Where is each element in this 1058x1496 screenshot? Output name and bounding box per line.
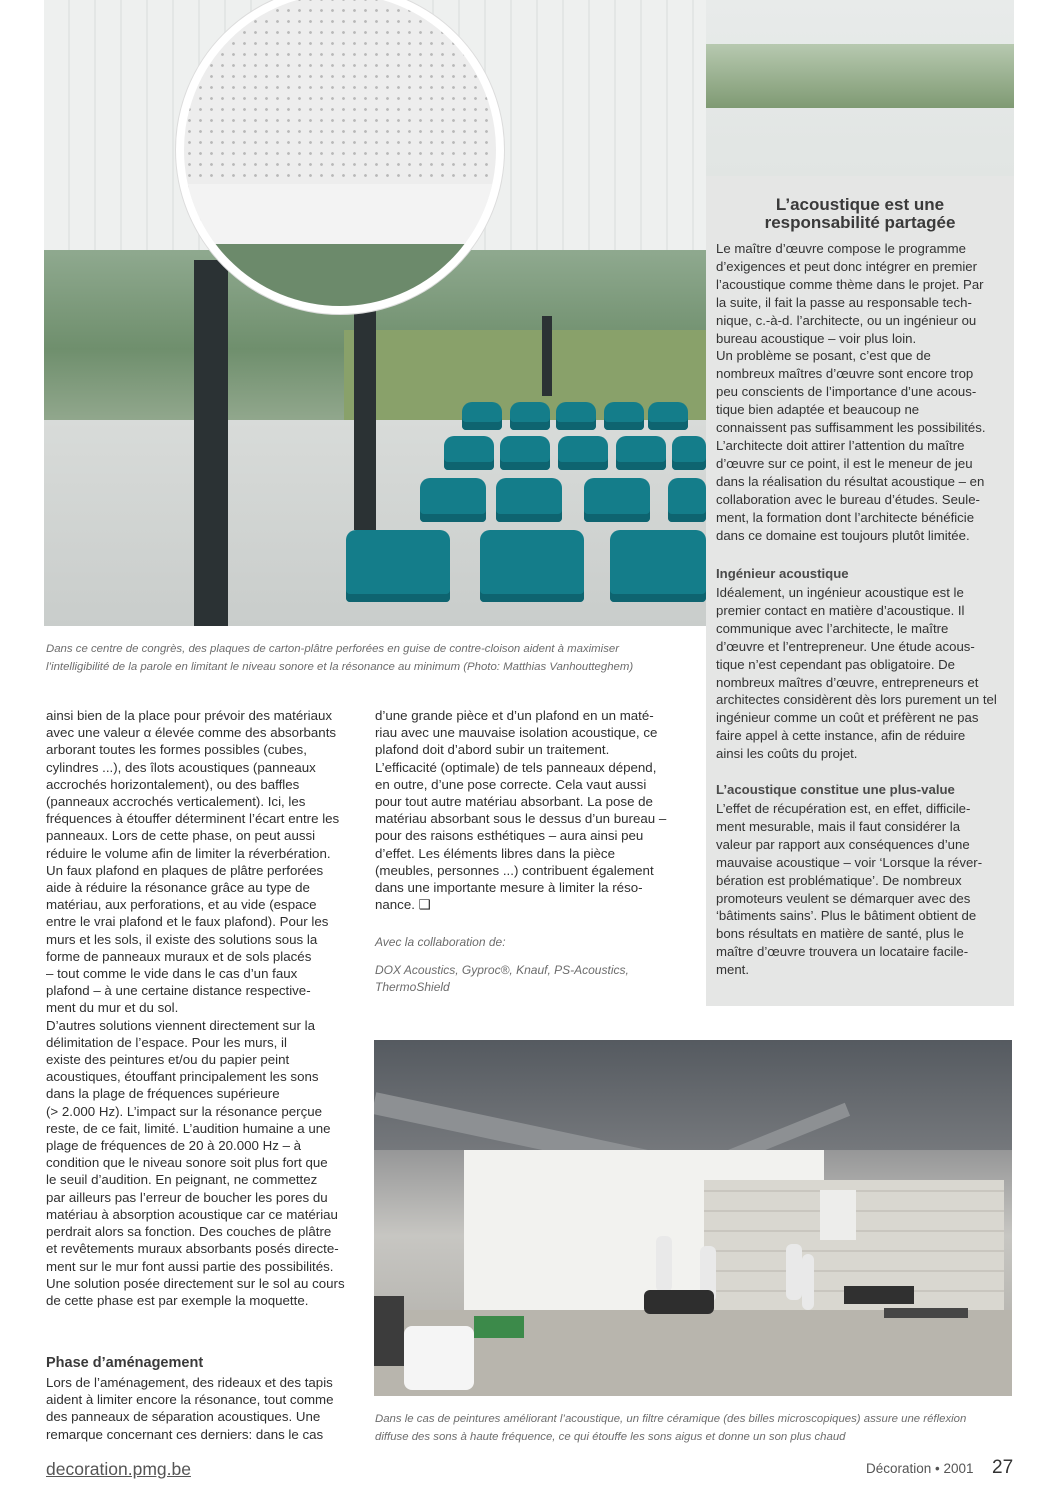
text-line: réduire le volume afin de limiter la réverbération.	[46, 845, 331, 861]
text-line: tique bien adaptée et beaucoup ne	[716, 402, 920, 418]
chair	[610, 530, 706, 602]
text-line: et revêtements muraux absorbants posés directe-	[46, 1241, 339, 1257]
text-line: riau avec une mauvaise isolation acoustique, ce	[375, 725, 658, 741]
text-line: en outre, d’une pose correcte. Cela vaut aussi	[375, 776, 647, 792]
chair	[672, 436, 706, 470]
text-line: matériau à absorption acoustique car ce matériau	[46, 1206, 338, 1222]
chair	[558, 436, 608, 470]
text-line: bons résultats en matière de santé, plus le	[716, 926, 964, 942]
text-line: nombreux maîtres d’œuvre sont encore trop	[716, 366, 974, 382]
text-line: plage de fréquences de 20 à 20.000 Hz – à	[46, 1138, 302, 1154]
worker	[786, 1244, 802, 1300]
worker	[656, 1236, 672, 1292]
text-line: ment du mur et du sol.	[46, 1000, 179, 1016]
text-line: L’efficacité (optimale) de tels panneaux dépend,	[375, 759, 657, 775]
text-line: nombreux maîtres d’œuvre, entrepreneurs et	[716, 674, 979, 690]
text-line: connaissent pas suffisamment les possibilités.	[716, 420, 986, 436]
text-line: de cette phase est par exemple la moquette.	[46, 1292, 309, 1308]
text-line: tique n’est cependant pas obligatoire. De	[716, 656, 956, 672]
text-line: matériau absorbant sous le dessus d’un bureau –	[375, 811, 667, 827]
skylight-view	[706, 44, 1014, 108]
text-line: existe des peintures et/ou du papier peint	[46, 1052, 290, 1068]
text-line: aide à réduire la résonance grâce au type de	[46, 880, 310, 896]
text-line: L’architecte doit attirer l’attention du maître	[716, 437, 965, 453]
text-line: reste, de ce fait, limité. L’audition humaine a une	[46, 1120, 331, 1136]
text-line: remarque concernant ces derniers: dans le cas	[46, 1426, 324, 1442]
mat	[884, 1308, 968, 1318]
text-line: ainsi les coûts du projet.	[716, 746, 858, 762]
text-line: premier contact en matière d’acoustique. Il	[716, 602, 965, 618]
text-line: dans une importante mesure à limiter la réso-	[375, 880, 643, 896]
text-line: avec une valeur α élevée comme des absorbants	[46, 725, 337, 741]
text-line: acoustiques, étouffant principalement les sons	[46, 1069, 319, 1085]
paint-bucket	[404, 1326, 474, 1390]
text-line: pour tout autre matériau absorbant. La pose de	[375, 794, 653, 810]
text-line: fréquences à étouffer déterminent l’écart entre les	[46, 811, 340, 827]
text-line: arborant toutes les formes possibles (cubes,	[46, 742, 307, 758]
credits-line: DOX Acoustics, Gyproc®, Knauf, PS-Acoustics,	[375, 963, 629, 977]
caption-line: Dans le cas de peintures améliorant l’acoustique, un filtre céramique (des billes microscopiques) assure une réflexion	[375, 1413, 967, 1425]
chair	[444, 436, 494, 470]
chair	[462, 402, 502, 430]
sidebar-paragraph-2	[716, 584, 1008, 763]
text-line: d’effet. Les éléments libres dans la pièce	[375, 845, 615, 861]
text-line: Idéalement, un ingénieur acoustique est le	[716, 585, 964, 600]
text-line: (panneaux accrochés verticalement). Ici, les	[46, 794, 306, 810]
ceiling-detail-magnifier	[176, 0, 504, 314]
sidebar-title-line: L’acoustique est une	[775, 195, 945, 214]
text-line: ‘bâtiments sains’. Plus le bâtiment obtient de	[716, 908, 977, 924]
text-line: d’œuvre sur ce point, il est le meneur de jeu	[716, 455, 973, 471]
credits-label: Avec la collaboration de:	[375, 935, 506, 949]
text-line: mauvaise acoustique – voir ‘Lorsque la réver-	[716, 854, 983, 870]
text-line: murs et les sols, il existe des solutions sous la	[46, 931, 318, 947]
photo-skylight	[706, 0, 1014, 176]
photo-caption-top	[46, 640, 706, 676]
text-line: bération est problématique’. De nombreux	[716, 872, 962, 888]
text-line: cylindres ...), des îlots acoustiques (panneaux	[46, 759, 316, 775]
text-line: peu conscients de l’importance d’une acous-	[716, 384, 977, 400]
steel-column	[542, 316, 552, 396]
text-line: forme de panneaux muraux et de sols placés	[46, 948, 312, 964]
photo-painting-workers	[374, 1040, 1012, 1396]
text-line: par ailleurs pas l’erreur de boucher les pores du	[46, 1189, 328, 1205]
sidebar-heading-added-value: L’acoustique constitue une plus-value	[716, 782, 955, 797]
text-line: architectes considèrent dès lors purement un tel	[716, 692, 997, 708]
text-line: matériau, aux perforations, et au vide (espace	[46, 897, 317, 913]
middle-column-text	[375, 707, 684, 913]
text-line: Lors de l’aménagement, des rideaux et des tapis	[46, 1375, 333, 1390]
sidebar-heading-engineer: Ingénieur acoustique	[716, 566, 849, 581]
text-line: faire appel à cette instance, afin de réduire	[716, 728, 966, 744]
sidebar-paragraph-3	[716, 800, 1008, 979]
text-line: ment.	[716, 962, 749, 978]
text-line: communique avec l’architecte, le maître	[716, 620, 949, 636]
text-line: Un faux plafond en plaques de plâtre perforées	[46, 862, 324, 878]
left-column-text-2	[46, 1374, 354, 1443]
worker	[802, 1254, 814, 1310]
text-line: d’exigences et peut donc intégrer en premier	[716, 258, 977, 274]
heading-phase-amenagement: Phase d’aménagement	[46, 1355, 204, 1371]
text-line: d’une grande pièce et d’un plafond en un maté-	[375, 708, 654, 723]
text-line: valeur par rapport aux conséquences d’une	[716, 836, 970, 852]
text-line: l’acoustique comme thème dans le projet. Par	[716, 276, 984, 292]
sidebar-paragraph-1	[716, 240, 1008, 544]
photo-congress-room	[44, 0, 706, 626]
caption-line: l’intelligibilité de la parole en limitant le niveau sonore et la résonance au minimum (Photo: Matthias Vanhoutteghem)	[46, 661, 634, 673]
text-line: Une solution posée directement sur le sol au cours	[46, 1275, 345, 1291]
sidebar-title-line: responsabilité partagée	[764, 213, 956, 232]
text-line: dans la plage de fréquences supérieure	[46, 1086, 280, 1102]
text-line: bureau acoustique – voir plus loin.	[716, 330, 917, 346]
steel-column	[354, 300, 376, 530]
toolbox	[474, 1316, 524, 1338]
text-line: collaboration avec le bureau d’études. Seule-	[716, 491, 980, 507]
text-line: la suite, il fait la passe au responsable tech-	[716, 294, 972, 310]
text-line: ment, la formation dont l’architecte bénéficie	[716, 509, 975, 525]
photo-caption-bottom	[375, 1410, 1015, 1446]
text-line: ingénieur comme un coût et préfèrent ne pas	[716, 710, 979, 726]
text-line: d’œuvre et l’entrepreneur. Une étude acous-	[716, 638, 975, 654]
vacuum-cleaner	[374, 1296, 404, 1366]
steel-column	[194, 260, 228, 626]
chair	[616, 436, 666, 470]
text-line: ment sur le mur font aussi partie des possibilités.	[46, 1258, 334, 1274]
website-link[interactable]: decoration.pmg.be	[46, 1459, 191, 1479]
chair	[584, 478, 650, 522]
text-line: maître d’œuvre trouvera un locataire facile-	[716, 944, 969, 960]
page-number: 27	[992, 1457, 1014, 1478]
tarp	[644, 1290, 714, 1314]
caption-line: diffuse des sons à haute fréquence, ce qui étouffe les sons aigus et donne un son plus chaud	[375, 1431, 846, 1443]
chair	[480, 530, 584, 602]
text-line: ainsi bien de la place pour prévoir des matériaux	[46, 708, 333, 723]
issue-label: Décoration • 2001	[866, 1461, 974, 1476]
text-line: ment mesurable, mais il faut considérer la	[716, 818, 961, 834]
chair	[346, 530, 450, 602]
sidebar-title	[706, 196, 1014, 232]
text-line: pour des raisons esthétiques – aura ainsi peu	[375, 828, 644, 844]
left-column-text	[46, 707, 354, 1309]
text-line: Le maître d’œuvre compose le programme	[716, 241, 966, 256]
text-line: panneaux. Lors de cette phase, on peut aussi	[46, 828, 316, 844]
text-line: (> 2.000 Hz). L’impact sur la résonance perçue	[46, 1103, 323, 1119]
text-line: L’effet de récupération est, en effet, difficile-	[716, 801, 971, 816]
chair	[648, 402, 688, 430]
credits-list	[375, 962, 629, 996]
text-line: délimitation de l’espace. Pour les murs, il	[46, 1034, 287, 1050]
chair	[420, 478, 486, 522]
text-line: des panneaux de séparation acoustiques. Une	[46, 1409, 321, 1425]
text-line: condition que le niveau sonore soit plus fort que	[46, 1155, 328, 1171]
text-line: aident à limiter encore la résonance, tout comme	[46, 1392, 334, 1408]
chair	[510, 402, 550, 430]
chair	[496, 478, 562, 522]
credits-line: ThermoShield	[375, 980, 450, 994]
chair	[668, 478, 706, 522]
caption-line: Dans ce centre de congrès, des plaques de carton-plâtre perforées en guise de contre-cloison aident à maximiser	[46, 643, 620, 655]
text-line: dans la réalisation du résultat acoustique – en	[716, 473, 985, 489]
text-line: accrochés horizontalement), ou des baffles	[46, 776, 300, 792]
text-line: nique, c.-à-d. l’architecte, ou un ingénieur ou	[716, 312, 977, 328]
text-line: (meubles, personnes ...) contribuent également	[375, 862, 654, 878]
text-line: – tout comme le vide dans le cas d’un faux	[46, 966, 298, 982]
text-line: entre le vrai plafond et le faux plafond). Pour les	[46, 914, 329, 930]
text-line: nance. ❑	[375, 897, 431, 913]
text-line: plafond doit d’abord subir un traitement.	[375, 742, 610, 758]
door	[820, 1190, 856, 1240]
text-line: dans ce domaine est toujours plutôt limitée.	[716, 527, 970, 543]
text-line: plafond – à une certaine distance respective-	[46, 983, 311, 999]
text-line: Un problème se posant, c’est que de	[716, 348, 931, 364]
window-view	[184, 244, 496, 306]
debris	[844, 1286, 914, 1304]
text-line: le seuil d’audition. En peignant, ne commettez	[46, 1172, 318, 1188]
chair	[604, 402, 644, 430]
chair	[556, 402, 596, 430]
chair	[500, 436, 550, 470]
text-line: promoteurs veulent se démarquer avec des	[716, 890, 971, 906]
text-line: D’autres solutions viennent directement sur la	[46, 1017, 316, 1033]
text-line: perdrait alors sa fonction. Des couches de plâtre	[46, 1224, 332, 1240]
